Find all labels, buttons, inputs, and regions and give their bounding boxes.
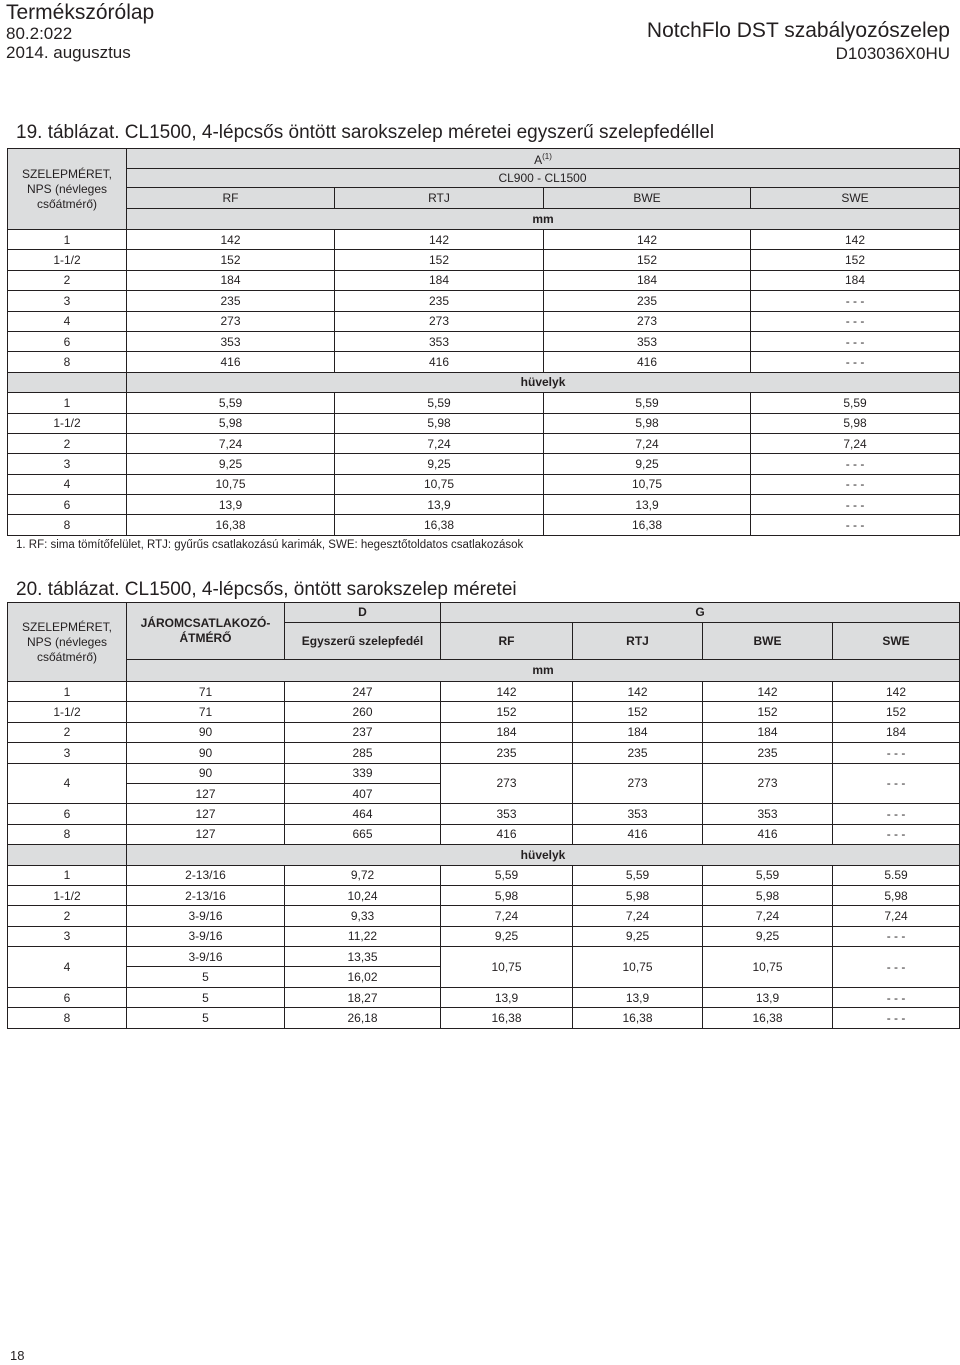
yoke-cell: 90 <box>127 763 285 783</box>
d-cell: 464 <box>285 804 441 824</box>
value-cell: 5,59 <box>127 393 335 413</box>
g-cell: 5,59 <box>441 865 573 885</box>
size-cell: 1-1/2 <box>8 885 127 905</box>
table19-col-swe: SWE <box>751 188 960 209</box>
g-cell: 10,75 <box>573 947 703 988</box>
value-cell: 184 <box>127 270 335 290</box>
g-cell: - - - <box>833 987 960 1007</box>
g-cell: 142 <box>573 682 703 702</box>
g-cell: 353 <box>703 804 833 824</box>
table-row <box>8 270 960 290</box>
table19-dim-header <box>127 149 960 169</box>
yoke-cell: 3-9/16 <box>127 926 285 946</box>
table20-size-header: SZELEPMÉRET, NPS (névleges csőátmérő) <box>8 603 127 682</box>
size-cell: 2 <box>8 722 127 742</box>
value-cell: 273 <box>544 311 751 331</box>
table-row <box>8 433 960 453</box>
value-cell: 353 <box>335 331 544 351</box>
d-cell: 285 <box>285 743 441 763</box>
table19-title: 19. táblázat. CL1500, 4-lépcsős öntött sarokszelep méretei egyszerű szelepfedéllel <box>16 122 715 143</box>
size-cell: 1-1/2 <box>8 702 127 722</box>
value-cell: 10,75 <box>127 474 335 494</box>
g-cell: 152 <box>833 702 960 722</box>
size-cell: 2 <box>8 270 127 290</box>
doc-type: Termékszórólap <box>6 1 155 24</box>
value-cell: 152 <box>335 250 544 270</box>
g-cell: - - - <box>833 947 960 988</box>
value-cell: 184 <box>751 270 960 290</box>
value-cell: 7,24 <box>544 433 751 453</box>
g-cell: 13,9 <box>573 987 703 1007</box>
value-cell: - - - <box>751 291 960 311</box>
table-row <box>8 250 960 270</box>
table19-header-spacer <box>127 169 335 188</box>
table20-col-bwe: BWE <box>703 623 833 660</box>
table-row <box>8 413 960 433</box>
value-cell: 13,9 <box>335 495 544 515</box>
table-row <box>8 331 960 351</box>
table-row <box>8 722 960 742</box>
value-cell: 353 <box>127 331 335 351</box>
d-cell: 18,27 <box>285 987 441 1007</box>
g-cell: 7,24 <box>573 906 703 926</box>
table-row <box>8 926 960 946</box>
value-cell: 142 <box>751 230 960 250</box>
table19-unit-in: hüvelyk <box>127 372 960 392</box>
value-cell: 5,59 <box>335 393 544 413</box>
size-cell: 6 <box>8 987 127 1007</box>
d-cell: 26,18 <box>285 1008 441 1028</box>
doc-number: D103036X0HU <box>835 44 950 63</box>
table19-col-rf: RF <box>127 188 335 209</box>
g-cell: 16,38 <box>441 1008 573 1028</box>
value-cell: 142 <box>544 230 751 250</box>
table20-col-rf: RF <box>441 623 573 660</box>
g-cell: 152 <box>573 702 703 722</box>
page-number: 18 <box>10 1348 25 1363</box>
size-cell: 3 <box>8 291 127 311</box>
value-cell: 142 <box>335 230 544 250</box>
value-cell: 5,98 <box>127 413 335 433</box>
g-cell: 142 <box>441 682 573 702</box>
value-cell: 152 <box>544 250 751 270</box>
yoke-cell: 127 <box>127 804 285 824</box>
dim-a-footnote-ref: (1) <box>542 152 552 161</box>
header-right <box>647 20 950 62</box>
value-cell: - - - <box>751 515 960 535</box>
g-cell: 142 <box>703 682 833 702</box>
table19-col-rtj: RTJ <box>335 188 544 209</box>
g-cell: 235 <box>573 743 703 763</box>
size-cell: 1 <box>8 682 127 702</box>
value-cell: 5,98 <box>544 413 751 433</box>
table20-col-rtj: RTJ <box>573 623 703 660</box>
size-cell: 3 <box>8 743 127 763</box>
table-row <box>8 702 960 722</box>
g-cell: 235 <box>703 743 833 763</box>
g-cell: 7,24 <box>833 906 960 926</box>
value-cell: 10,75 <box>544 474 751 494</box>
g-cell: - - - <box>833 804 960 824</box>
table-row <box>8 352 960 372</box>
d-cell: 10,24 <box>285 885 441 905</box>
table-row <box>8 743 960 763</box>
doc-code: 80.2:022 <box>6 24 73 43</box>
value-cell: 353 <box>544 331 751 351</box>
g-cell: 416 <box>703 824 833 844</box>
table-row <box>8 987 960 1007</box>
dim-a-label: A <box>534 153 543 167</box>
size-cell: 8 <box>8 515 127 535</box>
table19-header-spacer <box>751 169 960 188</box>
table-row <box>8 515 960 535</box>
size-cell: 1-1/2 <box>8 250 127 270</box>
size-cell: 1 <box>8 230 127 250</box>
table-row <box>8 906 960 926</box>
yoke-cell: 90 <box>127 722 285 742</box>
value-cell: - - - <box>751 474 960 494</box>
g-cell: 7,24 <box>441 906 573 926</box>
table20 <box>7 602 960 1029</box>
table19-unit-spacer <box>8 372 127 392</box>
d-cell: 237 <box>285 722 441 742</box>
size-cell: 1 <box>8 865 127 885</box>
value-cell: 184 <box>335 270 544 290</box>
d-cell: 16,02 <box>285 967 441 987</box>
g-cell: - - - <box>833 743 960 763</box>
g-cell: 184 <box>703 722 833 742</box>
table-row <box>8 230 960 250</box>
value-cell: 5,98 <box>335 413 544 433</box>
g-cell: 5,98 <box>441 885 573 905</box>
size-cell: 6 <box>8 804 127 824</box>
g-cell: 184 <box>573 722 703 742</box>
g-cell: 5,59 <box>573 865 703 885</box>
table20-title: 20. táblázat. CL1500, 4-lépcsős, öntött sarokszelep méretei <box>16 579 517 600</box>
g-cell: 5,59 <box>703 865 833 885</box>
size-cell: 6 <box>8 495 127 515</box>
yoke-cell: 71 <box>127 682 285 702</box>
g-cell: 353 <box>441 804 573 824</box>
g-cell: 184 <box>833 722 960 742</box>
value-cell: 152 <box>751 250 960 270</box>
header-left <box>6 2 154 61</box>
value-cell: 10,75 <box>335 474 544 494</box>
table19-footnote: 1. RF: sima tömítőfelület, RTJ: gyűrűs csatlakozású karimák, SWE: hegesztőtoldatos csatlakozások <box>16 539 524 551</box>
d-cell: 665 <box>285 824 441 844</box>
table-row <box>8 393 960 413</box>
table19-col-bwe: BWE <box>544 188 751 209</box>
g-cell: 152 <box>441 702 573 722</box>
value-cell: 235 <box>335 291 544 311</box>
value-cell: 9,25 <box>335 454 544 474</box>
value-cell: 13,9 <box>127 495 335 515</box>
table-row <box>8 763 960 783</box>
table-row <box>8 682 960 702</box>
size-cell: 3 <box>8 926 127 946</box>
table20-d-sub: Egyszerű szelepfedél <box>285 623 441 660</box>
size-cell: 3 <box>8 454 127 474</box>
g-cell: 5.59 <box>833 865 960 885</box>
g-cell: 142 <box>833 682 960 702</box>
value-cell: 235 <box>544 291 751 311</box>
table19-size-header: SZELEPMÉRET, NPS (névleges csőátmérő) <box>8 149 127 230</box>
d-cell: 260 <box>285 702 441 722</box>
size-cell: 4 <box>8 947 127 988</box>
value-cell: 9,25 <box>127 454 335 474</box>
yoke-cell: 2-13/16 <box>127 865 285 885</box>
g-cell: 10,75 <box>441 947 573 988</box>
size-cell: 2 <box>8 433 127 453</box>
size-cell: 8 <box>8 352 127 372</box>
value-cell: - - - <box>751 311 960 331</box>
value-cell: 152 <box>127 250 335 270</box>
value-cell: 7,24 <box>751 433 960 453</box>
d-cell: 13,35 <box>285 947 441 967</box>
value-cell: 235 <box>127 291 335 311</box>
yoke-cell: 127 <box>127 824 285 844</box>
yoke-cell: 71 <box>127 702 285 722</box>
value-cell: 13,9 <box>544 495 751 515</box>
table-row <box>8 865 960 885</box>
table20-col-swe: SWE <box>833 623 960 660</box>
d-cell: 9,72 <box>285 865 441 885</box>
value-cell: 7,24 <box>127 433 335 453</box>
table-row <box>8 495 960 515</box>
g-cell: 13,9 <box>441 987 573 1007</box>
table-row <box>8 824 960 844</box>
g-cell: 416 <box>441 824 573 844</box>
product-name: NotchFlo DST szabályozószelep <box>646 19 950 42</box>
g-cell: 9,25 <box>441 926 573 946</box>
yoke-cell: 5 <box>127 1008 285 1028</box>
size-cell: 6 <box>8 331 127 351</box>
value-cell: 142 <box>127 230 335 250</box>
g-cell: 235 <box>441 743 573 763</box>
size-cell: 8 <box>8 824 127 844</box>
table-row <box>8 311 960 331</box>
table-row <box>8 291 960 311</box>
d-cell: 11,22 <box>285 926 441 946</box>
yoke-cell: 127 <box>127 783 285 803</box>
value-cell: 16,38 <box>127 515 335 535</box>
value-cell: 9,25 <box>544 454 751 474</box>
value-cell: 184 <box>544 270 751 290</box>
table-row <box>8 885 960 905</box>
value-cell: - - - <box>751 331 960 351</box>
value-cell: 16,38 <box>335 515 544 535</box>
size-cell: 2 <box>8 906 127 926</box>
d-cell: 247 <box>285 682 441 702</box>
table19 <box>7 148 960 536</box>
g-cell: 5,98 <box>833 885 960 905</box>
table-row <box>8 454 960 474</box>
value-cell: 416 <box>335 352 544 372</box>
value-cell: 5,98 <box>751 413 960 433</box>
table20-unit-mm: mm <box>127 660 960 682</box>
size-cell: 4 <box>8 474 127 494</box>
yoke-cell: 2-13/16 <box>127 885 285 905</box>
value-cell: - - - <box>751 495 960 515</box>
g-cell: 152 <box>703 702 833 722</box>
d-cell: 407 <box>285 783 441 803</box>
table-row <box>8 947 960 967</box>
g-cell: 9,25 <box>573 926 703 946</box>
g-cell: - - - <box>833 824 960 844</box>
d-cell: 9,33 <box>285 906 441 926</box>
value-cell: 5,59 <box>751 393 960 413</box>
table20-g-header: G <box>441 603 960 623</box>
g-cell: 184 <box>441 722 573 742</box>
size-cell: 1-1/2 <box>8 413 127 433</box>
table20-d-header: D <box>285 603 441 623</box>
g-cell: - - - <box>833 763 960 804</box>
yoke-cell: 90 <box>127 743 285 763</box>
value-cell: 273 <box>127 311 335 331</box>
value-cell: - - - <box>751 352 960 372</box>
g-cell: 7,24 <box>703 906 833 926</box>
g-cell: 353 <box>573 804 703 824</box>
yoke-cell: 5 <box>127 987 285 1007</box>
g-cell: - - - <box>833 1008 960 1028</box>
table-row <box>8 474 960 494</box>
table20-unit-spacer <box>8 845 127 865</box>
size-cell: 8 <box>8 1008 127 1028</box>
value-cell: 7,24 <box>335 433 544 453</box>
value-cell: 416 <box>544 352 751 372</box>
g-cell: 5,98 <box>573 885 703 905</box>
g-cell: 16,38 <box>573 1008 703 1028</box>
yoke-cell: 3-9/16 <box>127 947 285 967</box>
size-cell: 4 <box>8 763 127 804</box>
g-cell: 10,75 <box>703 947 833 988</box>
g-cell: 13,9 <box>703 987 833 1007</box>
g-cell: 273 <box>703 763 833 804</box>
g-cell: 9,25 <box>703 926 833 946</box>
value-cell: 16,38 <box>544 515 751 535</box>
g-cell: 5,98 <box>703 885 833 905</box>
table-row <box>8 1008 960 1028</box>
size-cell: 1 <box>8 393 127 413</box>
value-cell: 416 <box>127 352 335 372</box>
doc-date: 2014. augusztus <box>6 43 131 62</box>
g-cell: - - - <box>833 926 960 946</box>
value-cell: 5,59 <box>544 393 751 413</box>
g-cell: 273 <box>573 763 703 804</box>
g-cell: 16,38 <box>703 1008 833 1028</box>
table19-unit-mm: mm <box>127 209 960 230</box>
g-cell: 273 <box>441 763 573 804</box>
g-cell: 416 <box>573 824 703 844</box>
yoke-cell: 5 <box>127 967 285 987</box>
table20-unit-in: hüvelyk <box>127 845 960 865</box>
value-cell: - - - <box>751 454 960 474</box>
table-row <box>8 804 960 824</box>
table20-yoke-header: JÁROMCSATLAKOZÓ-ÁTMÉRŐ <box>127 603 285 660</box>
size-cell: 4 <box>8 311 127 331</box>
value-cell: 273 <box>335 311 544 331</box>
table19-class-header: CL900 - CL1500 <box>335 169 751 188</box>
yoke-cell: 3-9/16 <box>127 906 285 926</box>
d-cell: 339 <box>285 763 441 783</box>
